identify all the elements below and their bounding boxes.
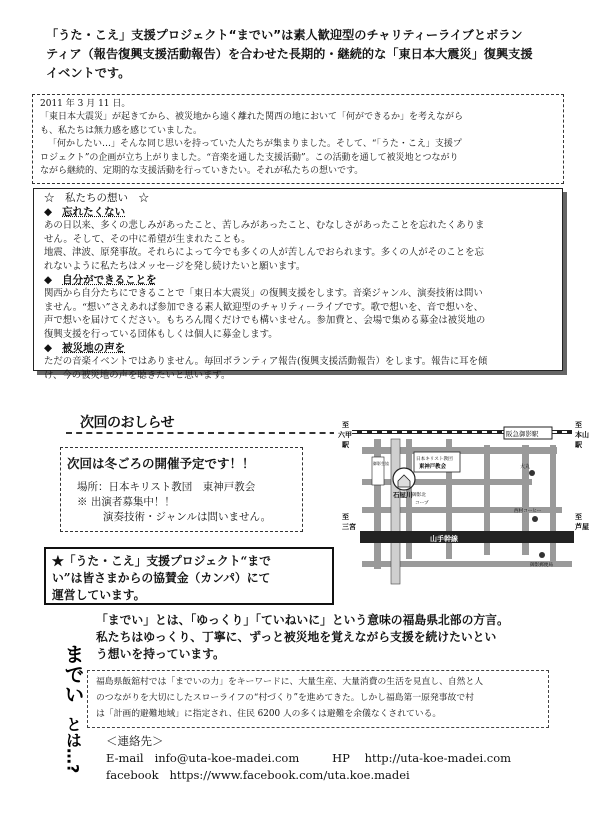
- thoughts-heading: ☆ 私たちの想い ☆: [44, 192, 149, 204]
- building-marker: [539, 552, 545, 558]
- section-line: あの日以来、多くの悲しみがあったこと、苦しみがあったこと、むなしさがあったことを忘れたくありま: [44, 220, 485, 232]
- thoughts-box: [33, 188, 563, 381]
- madei-meaning: [96, 612, 566, 663]
- map-label: 至: [342, 421, 349, 429]
- madei-title-sub: とは…?: [63, 716, 83, 774]
- map-label: 六甲: [338, 431, 352, 439]
- map-label: 御影北: [412, 493, 426, 498]
- section-line: 関西から自分たちにできることで「東日本大震災」の復興支援をします。音楽ジャンル、演奏技術は問い: [44, 288, 483, 300]
- sponsor-line: 運営しています。: [52, 588, 146, 602]
- map-label: 駅: [575, 441, 582, 449]
- genre-text: 演奏技術・ジャンルは問いません。: [103, 511, 272, 523]
- section-line: せん。そして、その中に希望が生まれたことも。: [44, 233, 251, 245]
- section-title: 忘れたくない: [62, 205, 126, 218]
- recruit-text: ※ 出演者募集中！！: [77, 496, 175, 508]
- facebook-label: facebook: [106, 768, 159, 782]
- facebook-link[interactable]: https://www.facebook.com/uta.koe.madei: [169, 768, 410, 782]
- schedule-box: [60, 447, 303, 532]
- history-line: も、私たちは無力感を感じていました。: [40, 125, 203, 136]
- meaning-line: 「までい」とは、「ゆっくり」「ていねいに」という意味の福島県北部の方言。: [96, 613, 509, 627]
- building-marker: [529, 470, 535, 476]
- map-label: 芦屋: [575, 523, 589, 531]
- section-heading: ◆ 被災地の声を: [44, 341, 126, 354]
- map-label: 至: [575, 421, 582, 429]
- sponsor-line: ★「うた・こえ」支援プロジェクト“まで: [52, 554, 271, 568]
- building-marker: [532, 516, 538, 522]
- history-box: [32, 94, 564, 184]
- map-label: 御影生協: [373, 461, 389, 466]
- email-row: [106, 750, 566, 767]
- next-event-heading: 次回のおしらせ: [66, 412, 356, 434]
- river: [391, 439, 400, 584]
- history-line: 「何かしたい…」そんな同じ思いを持っていた人たちが集まりました。そして、“「うた・こえ」支援プ: [48, 139, 462, 150]
- sponsor-box: [44, 547, 334, 605]
- schedule-title: 次回は冬ごろの開催予定です！！: [67, 456, 255, 471]
- section-line: け、今の被災地の声を聴きたいと思います。: [44, 369, 231, 381]
- church-label: 東神戸教会: [419, 464, 446, 470]
- sponsor-line: い”は皆さまからの協賛金（カンパ）にて: [52, 571, 271, 585]
- intro-line: ティア（報告復興支援活動報告）を合わせた長期的・継続的な「東日本大震災」復興支援: [46, 47, 533, 61]
- contact-info: [106, 733, 566, 784]
- map-label: 至: [342, 513, 349, 521]
- section-heading: ◆ 忘れたくない: [44, 205, 126, 218]
- map-label: 三宮: [342, 523, 356, 531]
- history-line: 2011 年 3 月 11 日。: [40, 99, 131, 109]
- intro-line: イベントです。: [46, 66, 131, 80]
- email-label: E-mail: [106, 751, 144, 765]
- section-line: 地震、津波、原発事故。それらによって今でも多くの人が苦しんでおられます。多くの人がそのことを忘: [44, 247, 484, 259]
- map-label: 西村コーヒー: [514, 509, 542, 514]
- fukushima-line: のつながりを大切にしたスローライフの“村づくり”を進めてきた。しかし福島第一原発事故で村: [96, 693, 474, 703]
- venue-text: 場所：日本キリスト教団 東神戸教会: [77, 481, 256, 493]
- fukushima-box: [87, 670, 549, 728]
- history-line: ながら継続的、定期的な支援活動を行っていきたい。それが私たちの想いです。: [40, 166, 364, 177]
- history-line: 「東日本大震災」が起きてから、被災地から遠く離れた関西の地において「何ができるか」を考えながら: [40, 112, 464, 123]
- access-map: [334, 415, 590, 590]
- hp-label: HP: [332, 751, 350, 765]
- map-label: 石屋川: [393, 491, 413, 499]
- email-link[interactable]: info@uta-koe-madei.com: [154, 751, 300, 765]
- section-heading: ◆ 自分ができることを: [44, 273, 157, 286]
- section-line: れないように私たちはメッセージを発し続けたいと願います。: [44, 260, 306, 272]
- map-label: 駅: [342, 441, 349, 449]
- section-line: 復興支援を行っている団体もしくは個人に募金します。: [44, 328, 278, 340]
- section-line: ただの音楽イベントではありません。毎回ボランティア報告(復興支援活動報告）をします。報告に耳を傾: [44, 356, 488, 368]
- facebook-row: [106, 767, 566, 784]
- church-label: 日本キリスト教団: [416, 457, 453, 462]
- contact-heading: ＜連絡先＞: [106, 734, 164, 748]
- meaning-line: 私たちはゆっくり、丁寧に、ずっと被災地を覚えながら支援を続けたいとい: [96, 630, 497, 644]
- intro-paragraph: [46, 26, 561, 83]
- yamate-road: [360, 531, 574, 543]
- fukushima-line: は「計画的避難地域」に指定され、住民 6200 人の多くは避難を余儀なくされている。: [96, 709, 442, 719]
- section-title: 被災地の声を: [62, 341, 126, 354]
- intro-line: 「うた・こえ」支援プロジェクト“までい”は素人歓迎型のチャリティーライブとボラン: [46, 28, 523, 42]
- map-label: 山手幹線: [430, 535, 458, 543]
- map-label: 御影郵便局: [530, 563, 553, 568]
- section-line: 声で想いを届けてください。もちろん聞くだけでも構いません。参加費と、会場で集める募金は被災地の: [44, 315, 486, 327]
- history-line: ロジェクト”の企画が立ち上がりました。“音楽を通した支援活動”。この活動を通して被災地とつながり: [40, 152, 459, 163]
- section-title: 自分ができることを: [62, 273, 157, 286]
- fukushima-line: 福島県飯舘村では「までいの力」をキーワードに、大量生産、大量消費の生活を見直し、自然と人: [96, 677, 484, 687]
- map-label: コープ: [415, 501, 429, 506]
- map-label: 至: [575, 513, 582, 521]
- map-label: 本山: [575, 431, 589, 439]
- hp-link[interactable]: http://uta-koe-madei.com: [364, 751, 512, 765]
- map-label: 大丸: [520, 464, 531, 470]
- station-label: 阪急御影駅: [506, 430, 539, 438]
- meaning-line: う想いを持っています。: [96, 647, 225, 661]
- section-line: ません。“想い”さえあれば参加できる素人歓迎型のチャリティーライブです。歌で想いを、音で想いを、: [44, 301, 484, 313]
- madei-title-main: までい: [61, 644, 85, 704]
